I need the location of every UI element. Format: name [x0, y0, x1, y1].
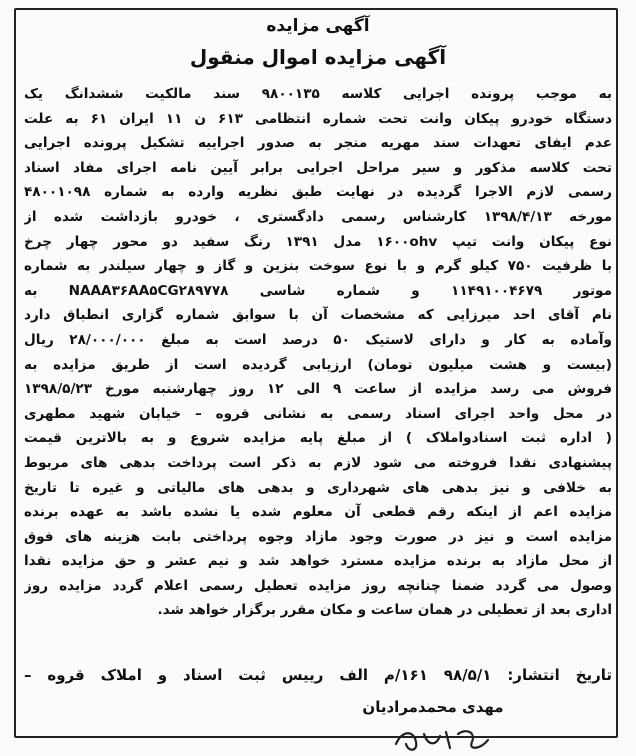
body-line: نام آقای احد میرزایی که مشخصات آن با سوابق شماره گزاری انطباق دارد: [24, 307, 612, 324]
body-line: (بیست و هشت میلیون تومان) ارزیابی گردیده است از طریق مزایده به: [24, 356, 612, 373]
body-line: پیشنهادی نقدا فروخته می شود لازم به ذکر است پرداخت بدهی های مربوط: [24, 454, 612, 471]
body-line: به خلافی و نیز بدهی های شهرداری و بدهی های مالیاتی و غیره تا تاریخ: [24, 479, 612, 496]
body-line: از محل مازاد به برنده مزایده مسترد خواهد شد و نیم عشر و حق مزایده نقدا: [24, 553, 612, 570]
body-line: مورخه ۱۳۹۸/۴/۱۳ کارشناس رسمی دادگستری ، خودرو بازداشت شده از: [24, 208, 612, 225]
body-line: دستگاه خودرو پیکان وانت تحت شماره انتظامی ۶۱۳ ن ۱۱ ایران ۶۱ به علت: [24, 110, 612, 127]
publish-info: تاریخ انتشار: ۹۸/۵/۱ ۱۶۱/م الف رییس ثبت اسناد و املاک قروه –: [24, 666, 613, 684]
body-line: رسمی لازم الاجرا گردیده در نهایت طبق نظریه وارده به شماره ۴۸۰۰۱۰۹۸: [24, 184, 612, 201]
body-line: وصول می گردد ضمنا چنانچه روز مزایده تعطیل رسمی اعلام گردد مزایده روز: [24, 577, 612, 594]
body-line: مزایده است و نیز در صورت وجود مازاد وجوه پرداختی بابت هزینه های فوق: [24, 528, 612, 545]
handwritten-mark-icon: [388, 722, 498, 756]
body-line: مزایده اعم از اینکه رقم قطعی آن معلوم شده یا نشده باشد به عهده برنده: [24, 504, 612, 521]
notice-title: آگهی مزایده: [266, 16, 370, 36]
signer-name: مهدی محمدمرادیان: [362, 698, 504, 716]
body-line: موتور ۱۱۴۹۱۰۰۴۶۷۹ و شماره شاسی NAAA۳۶AA۵CG۲۸۹۷۷۸ به: [24, 282, 612, 299]
body-line: فروش می رسد مزایده از ساعت ۹ الی ۱۲ روز چهارشنبه مورخ ۱۳۹۸/۵/۲۳: [24, 381, 612, 398]
body-line: با ظرفیت ۷۵۰ کیلو گرم و با نوع سوخت بنزین و گاز و چهار سیلندر به شماره: [24, 258, 612, 275]
body-line: اداری بعد از تعطیلی در همان ساعت و مکان مقرر برگزار خواهد شد.: [157, 602, 612, 619]
body-line: در محل واحد اجرای اسناد رسمی به نشانی قروه – خیابان شهید مطهری: [24, 405, 612, 422]
body-line: به موجب پرونده اجرایی کلاسه ۹۸۰۰۱۳۵ سند مالکیت ششدانگ یک: [24, 86, 612, 102]
notice-body: [24, 82, 612, 623]
body-line: وآماده به کار و دارای لاستیک ۵۰ درصد است به مبلغ ۲۸/۰۰۰/۰۰۰ ریال: [24, 331, 612, 348]
notice-subtitle: آگهی مزایده اموال منقول: [189, 45, 447, 69]
body-line: عدم ایفای تعهدات سند مهریه منجر به صدور اجراییه تشکیل پرونده اجرایی: [24, 135, 612, 152]
body-line: نوع پیکان وانت تیپ ۱۶۰۰ohv مدل ۱۳۹۱ رنگ سفید دو محور چهار چرخ: [24, 233, 612, 250]
body-line: تحت کلاسه مذکور و سیر مراحل اجرایی برابر آیین نامه اجرای مفاد اسناد: [24, 159, 612, 176]
body-line: ( اداره ثبت اسنادواملاک ) از مبلغ پایه مزایده شروع و به بالاترین قیمت: [24, 430, 612, 447]
